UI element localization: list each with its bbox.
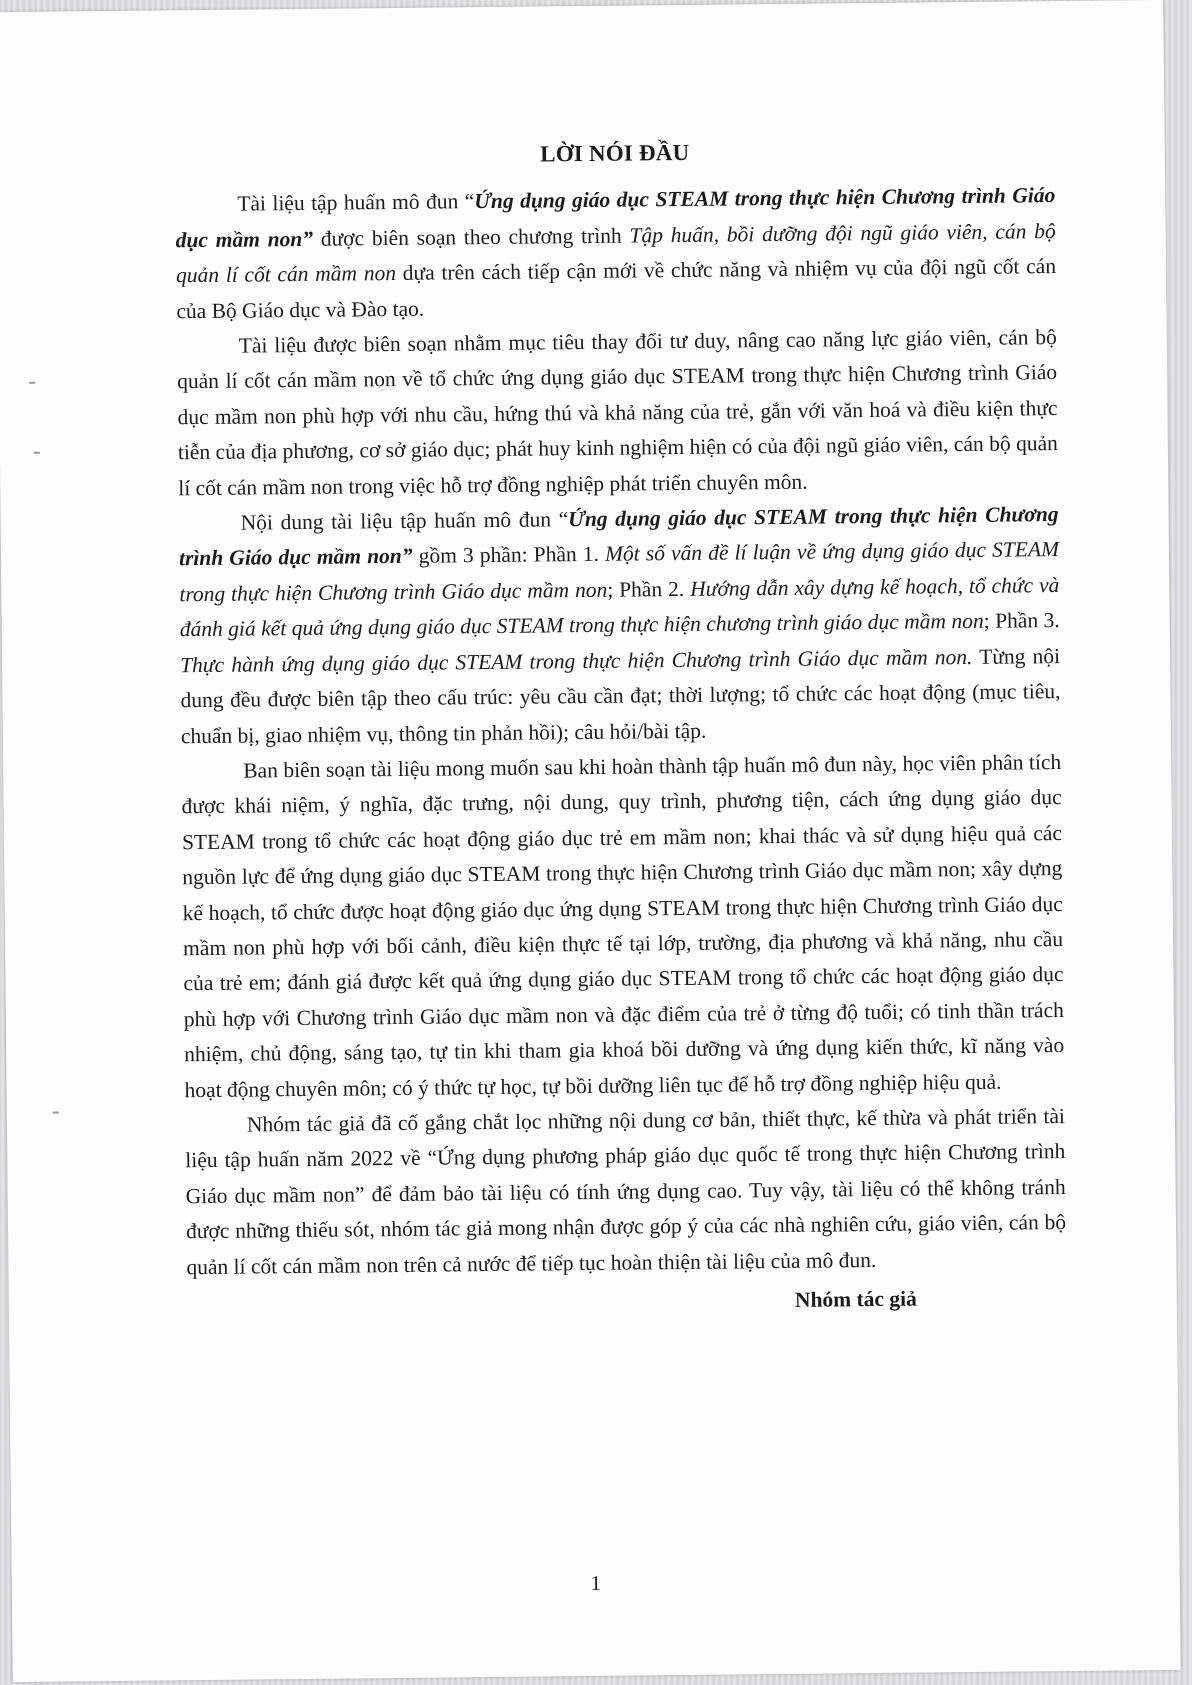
text-segment: ; Phần 3. <box>983 608 1060 634</box>
text-segment: Tài liệu được biên soạn nhằm mục tiêu thay đổi tư duy, nâng cao năng lực giáo viên, cán bộ quản lí cốt cán mầm non về tổ chức ứng dụng giáo dục STEAM trong thực hiện Chương trình Giáo dục mầm non phù hợp với nhu cầu, hứng thú và khả năng của trẻ, gắn với văn hoá và điều kiện thực tiễn của địa phương, cơ sở giáo dục; phát huy kinh nghiệm hiện có của đội ngũ giáo viên, cán bộ quản lí cốt cán mầm non trong việc hỗ trợ đồng nghiệp phát triển chuyên môn. <box>177 325 1058 500</box>
text-segment: ; Phần 2. <box>607 576 691 602</box>
signature: Nhóm tác giả <box>794 1286 917 1312</box>
text-segment: dựa trên cách tiếp cận mới về chức năng và nhiệm vụ của đội ngũ cốt cán của Bộ Giáo dục và Đào tạo. <box>176 254 1057 323</box>
text-segment: Tập huấn, bồi dưỡng đội ngũ giáo viên, cán bộ quản lí cốt cán mầm non <box>175 218 1056 288</box>
text-segment: gồm 3 phần: Phần 1. <box>412 542 606 569</box>
text-segment: được biên soạn theo chương trình <box>312 223 630 251</box>
text-segment: Ứng dụng giáo dục STEAM trong thực hiện Chương trình Giáo dục mầm non” <box>178 502 1059 571</box>
scan-speck <box>34 452 40 454</box>
paragraph-1 <box>175 178 1056 329</box>
text-segment: Nhóm tác giả đã cố gắng chắt lọc những nội dung cơ bản, thiết thực, kế thừa và phát triển tài liệu tập huấn năm 2022 về “Ứng dụng phương pháp giáo dục quốc tế trong thực hiện Chương trình Giáo dục mầm non” để đảm bảo tài liệu có tính ứng dụng cao. Tuy vậy, tài liệu có thể không tránh được những thiếu sót, nhóm tác giả mong nhận được góp ý của các nhà nghiên cứu, giáo viên, cán bộ quản lí cốt cán mầm non trên cả nước để tiếp tục hoàn thiện tài liệu của mô đun. <box>185 1103 1067 1279</box>
paragraph-5 <box>185 1099 1067 1285</box>
page-number: 1 <box>590 1570 602 1596</box>
text-segment: Một số vấn đề lí luận về ứng dụng giáo dục STEAM trong thực hiện Chương trình Giáo dục mầm non <box>179 537 1060 607</box>
text-segment: Ứng dụng giáo dục STEAM trong thực hiện Chương trình Giáo dục mầm non” <box>175 183 1056 253</box>
scan-speck <box>53 1112 59 1114</box>
text-segment: Hướng dẫn xây dựng kế hoạch, tổ chức và đánh giá kết quả ứng dụng giáo dục STEAM trong thực hiện chương trình giáo dục mầm non <box>179 572 1060 642</box>
page-title: LỜI NÓI ĐẦU <box>540 139 690 167</box>
paragraph-3 <box>178 497 1061 754</box>
text-segment: Từng nội dung đều được biên tập theo cấu trúc: yêu cầu cần đạt; thời lượng; tổ chức các hoạt động (mục tiêu, chuẩn bị, giao nhiệm vụ, thông tin phản hồi); câu hỏi/bài tập. <box>180 643 1061 748</box>
text-segment: Tài liệu tập huấn mô đun “ <box>237 189 475 217</box>
text-segment: Thực hành ứng dụng giáo dục STEAM trong thực hiện Chương trình Giáo dục mầm non. <box>180 644 973 677</box>
document-body <box>175 131 1067 1325</box>
text-segment: Ban biên soạn tài liệu mong muốn sau khi hoàn thành tập huấn mô đun này, học viên phân tích được khái niệm, ý nghĩa, đặc trưng, nội dung, quy trình, phương tiện, cách ứng dụng giáo dục STEAM trong tổ chức các hoạt động giáo dục trẻ em mầm non; khai thác và sử dụng hiệu quả các nguồn lực để ứng dụng giáo dục STEAM trong thực hiện Chương trình Giáo dục mầm non; xây dựng kế hoạch, tổ chức được hoạt động giáo dục ứng dụng STEAM trong thực hiện Chương trình Giáo dục mầm non phù hợp với bối cảnh, điều kiện thực tế tại lớp, trường, địa phương và khả năng, nhu cầu của trẻ em; đánh giá được kết quả ứng dụng giáo dục STEAM trong tổ chức các hoạt động giáo dục phù hợp với Chương trình Giáo dục mầm non và đặc điểm của trẻ ở từng độ tuổi; có tinh thần trách nhiệm, chủ động, sáng tạo, tự tin khi tham gia khoá bồi dưỡng và ứng dụng kiến thức, kĩ năng vào hoạt động chuyên môn; có ý thức tự học, tự bồi dưỡng liên tục để hỗ trợ đồng nghiệp hiệu quả. <box>181 749 1065 1102</box>
text-segment: Nội dung tài liệu tập huấn mô đun “ <box>240 507 569 535</box>
scan-speck <box>29 382 35 384</box>
paragraph-2 <box>177 320 1059 506</box>
paragraph-4 <box>181 745 1065 1108</box>
